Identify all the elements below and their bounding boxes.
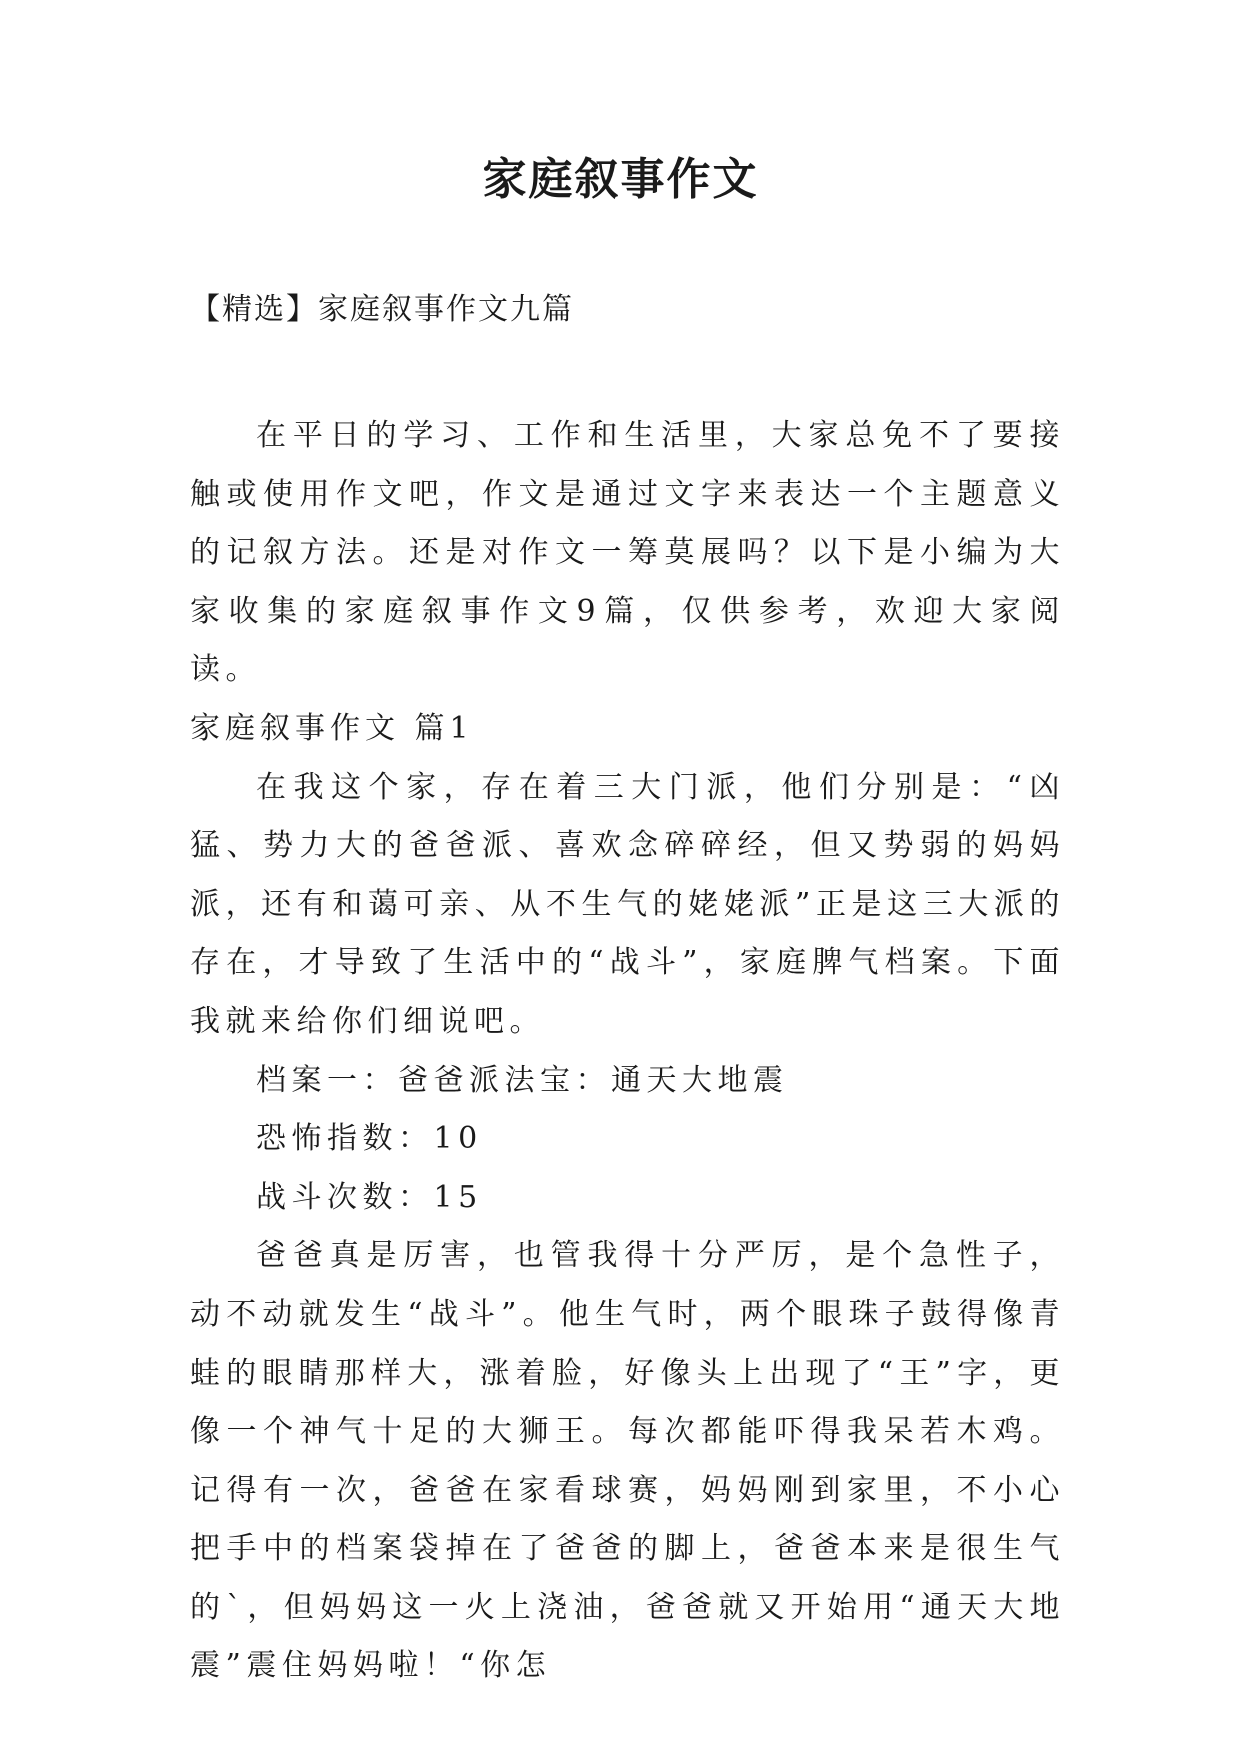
section-heading: 家庭叙事作文 篇1 [190,710,474,746]
body-paragraph: 档案一：爸爸派法宝：通天大地震 [256,1062,789,1098]
document-title: 家庭叙事作文 [482,154,759,205]
body-paragraph: 爸爸真是厉害，也管我得十分严厉，是个急性子，动不动就发生“战斗”。他生气时，两个眼珠子鼓得像青蛙的眼睛那样大，涨着脸，好像头上出现了“王”字，更像一个神气十足的大狮王。每次都能吓得我呆若木鸡。记得有一次，爸爸在家看球赛，妈妈刚到家里，不小心把手中的档案袋掉在了爸爸的脚上，爸爸本来是很生气的`，但妈妈这一火上浇油，爸爸就又开始用“通天大地震”震住妈妈啦！“你怎 [190,1238,1065,1684]
body-paragraph: 战斗次数：15 [256,1179,483,1215]
body-paragraph: 恐怖指数：10 [256,1121,483,1157]
body-paragraph: 在我这个家，存在着三大门派，他们分别是：“凶猛、势力大的爸爸派、喜欢念碎碎经，但又势弱的妈妈派，还有和蔼可亲、从不生气的姥姥派”正是这三大派的存在，才导致了生活中的“战斗”，家庭脾气档案。下面我就来给你们细说吧。 [190,769,1065,1039]
document-body [190,407,1065,1696]
document-subtitle: 【精选】家庭叙事作文九篇 [190,292,574,327]
intro-paragraph: 在平日的学习、工作和生活里，大家总免不了要接触或使用作文吧，作文是通过文字来表达一个主题意义的记叙方法。还是对作文一筹莫展吗？以下是小编为大家收集的家庭叙事作文9篇，仅供参考，欢迎大家阅读。 [190,418,1065,688]
